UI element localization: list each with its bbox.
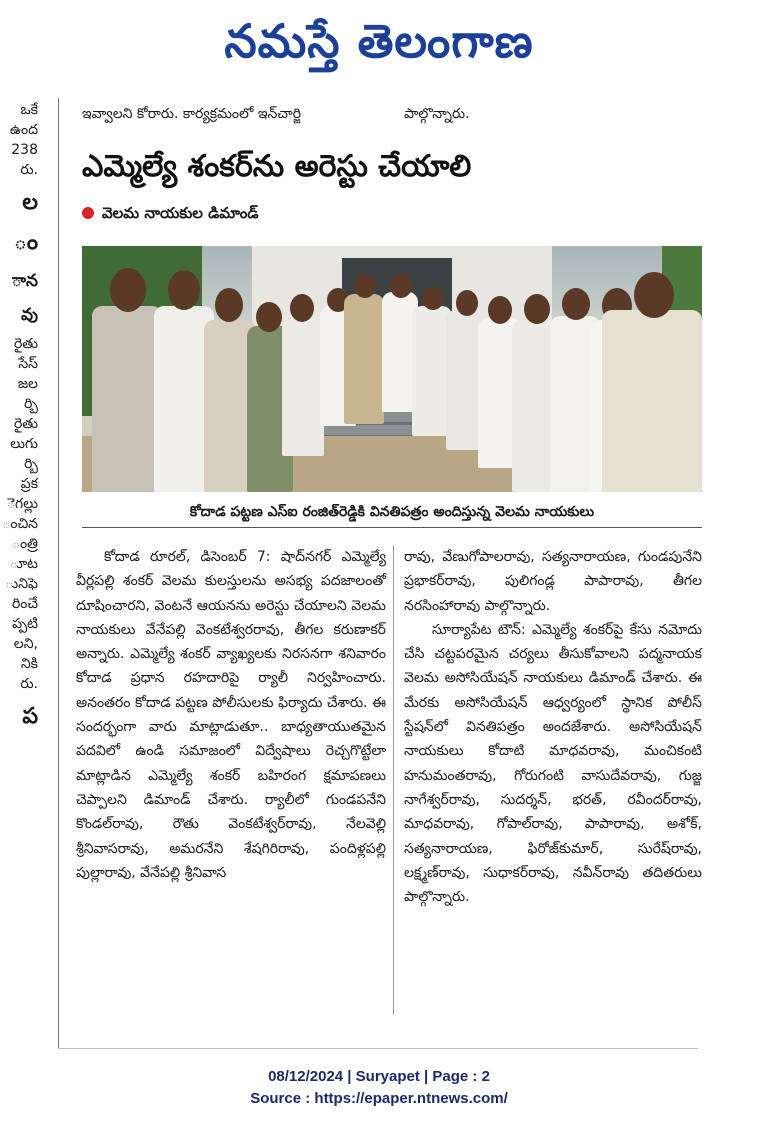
article-body-paragraph: సూర్యాపేట టౌన్: ఎమ్మెల్యే శంకర్‌పై కేసు నమోదు చేసి చట్టపరమైన చర్యలు తీసుకోవాలని పద్మనాయక వెలమ అసోసియేషన్ నాయకులు డిమాండ్ చేశారు. ఈ మేరకు అసోసియేషన్ ఆధ్వర్యంలో స్థానిక పోలీస్ స్టేషన్‌లో వినతిపత్రం అందజేశారు. అసోసియేషన్ నాయకులు కోదాటి మాధవరావు, మంచికంటి హనుమంతరావు, గోరుగంటి వాసుదేవరావు, గుజ్జ నాగేశ్వర్‌రావు, సుదర్శన్, భరత్, రవీందర్‌రావు, మాధవరావు, గోపాల్‌రావు, పాపారావు, అశోక్, సత్యనారాయణ, ఫిరోజ్‌కుమార్, సురేష్‌రావు, లక్ష్మణ్‌రావు, సుధాకర్‌రావు, నవీన్‌రావు తదితరులు పాల్గొన్నారు. xyxy=(404,621,702,906)
news-photo xyxy=(82,246,702,492)
fragment-text: ంత్రి xyxy=(11,536,38,552)
article-column-1 xyxy=(76,545,386,885)
person-figure xyxy=(344,294,384,424)
fragment-heading: ం xyxy=(14,230,38,255)
previous-article-continuation: ఇవ్వాలని కోరారు. కార్యక్రమంలో ఇన్‌చార్జి xyxy=(82,106,302,122)
person-head xyxy=(488,296,512,324)
fragment-text: ునిఫె xyxy=(5,576,38,592)
fragment-text: ఒకే xyxy=(20,102,38,118)
person-head xyxy=(168,270,200,310)
person-head xyxy=(456,290,478,316)
person-head xyxy=(290,294,314,322)
column-rule xyxy=(58,98,59,1048)
person-head xyxy=(562,288,590,320)
fragment-text: నికి xyxy=(20,656,38,672)
person-head xyxy=(524,294,550,324)
article-body-paragraph: రావు, వేణుగోపాలరావు, సత్యనారాయణ, గుండపునేని ప్రభాకర్‌రావు, పులిగండ్ల పాపారావు, తీగల నరసింహారావు పాల్గొన్నారు. xyxy=(404,549,702,614)
bullet-dot-icon xyxy=(82,207,94,219)
previous-article-fragment xyxy=(0,100,38,1000)
fragment-text: ెగల్లు xyxy=(6,496,38,512)
article-body-paragraph: కోదాడ రూరల్, డిసెంబర్ 7: షాద్‌నగర్ ఎమ్మెల్యే వీర్లపల్లి శంకర్ వెలమ కులస్తులను అసభ్య పదజాలంతో దూషించారని, వెంటనే ఆయనను అరెస్టు చేయాలని వెలమ నాయకులు వేనేపల్లి వెంకటేశ్వరరావు, తీగల కరుణాకర్ అన్నారు. ఎమ్మెల్యే శంకర్ వ్యాఖ్యలకు నిరసనగా శనివారం కోదాడ ప్రధాన రహదారిపై ర్యాలీ నిర్వహించారు. అనంతరం కోదాడ పట్టణ పోలీసులకు ఫిర్యాదు చేశారు. ఈ సందర్భంగా వారు మాట్లాడుతూ.. బాధ్యతాయుతమైన పదవిలో ఉండి సమాజంలో విద్వేషాలు రెచ్చగొట్టేలా మాట్లాడిన ఎమ్మెల్యే శంకర్ బహిరంగ క్షమాపణలు చెప్పాలని డిమాండ్ చేశారు. ర్యాలీలో గుండపనేని కొండల్‌రావు, రౌతు వెంకటేశ్వర్‌రావు, నేలవెల్లి శ్రీనివాసరావు, అమరనేని శేషగిరిరావు, పందిళ్లపల్లి పుల్లారావు, వేనేపల్లి శ్రీనివాస xyxy=(76,549,386,881)
fragment-heading: ల xyxy=(22,190,38,215)
column-rule xyxy=(393,545,394,1015)
person-head xyxy=(110,268,146,312)
person-figure xyxy=(602,310,702,492)
article-kicker xyxy=(82,202,258,224)
fragment-subheading: వు xyxy=(21,305,38,325)
page-bottom-rule xyxy=(58,1048,698,1049)
fragment-text: ర్బి xyxy=(24,456,38,472)
person-head xyxy=(215,288,243,322)
fragment-text: రైతు xyxy=(13,336,38,352)
person-head xyxy=(256,302,282,332)
fragment-text: రైతు xyxy=(13,416,38,432)
masthead: నమస్తే తెలంగాణ xyxy=(224,14,534,68)
person-head xyxy=(390,274,412,298)
fragment-text: రు. xyxy=(20,676,38,692)
fragment-text: ూట xyxy=(9,556,38,572)
fragment-text: ప్పటి xyxy=(12,616,38,632)
fragment-subheading: ాన xyxy=(11,271,38,291)
photo-caption: కోదాడ పట్టణ ఎస్‌ఐ రంజిత్‌రెడ్డికి వినతిపత్రం అందిస్తున్న వెలమ నాయకులు xyxy=(82,500,702,528)
person-head xyxy=(354,274,376,298)
person-head xyxy=(422,286,444,310)
article-column-2 xyxy=(404,545,702,909)
fragment-text: ప్రక xyxy=(20,476,38,492)
fragment-text: జల xyxy=(17,376,38,392)
fragment-text: ంచిన xyxy=(2,516,38,532)
footer-source: Source : https://epaper.ntnews.com/ xyxy=(250,1090,508,1107)
article-headline: ఎమ్మెల్యే శంకర్‌ను అరెస్టు చేయాలి xyxy=(82,149,472,184)
kicker-text: వెలమ నాయకుల డిమాండ్ xyxy=(102,204,259,222)
fragment-heading: ప xyxy=(22,704,38,729)
fragment-text: ఉంద xyxy=(9,122,38,138)
fragment-text: 238 xyxy=(11,142,38,158)
person-figure xyxy=(92,306,162,492)
fragment-text: రించే xyxy=(11,596,38,612)
footer-date-edition: 08/12/2024 | Suryapet | Page : 2 xyxy=(268,1068,490,1085)
person-head xyxy=(634,272,674,318)
fragment-text: ర్బి xyxy=(24,396,38,412)
fragment-text: లుగు xyxy=(10,436,38,452)
fragment-text: లని, xyxy=(13,636,38,652)
previous-article-continuation-right: పాల్గొన్నారు. xyxy=(404,106,470,122)
fragment-text: రు. xyxy=(20,162,38,178)
person-figure xyxy=(282,316,324,456)
fragment-text: సేస్ xyxy=(18,356,38,372)
